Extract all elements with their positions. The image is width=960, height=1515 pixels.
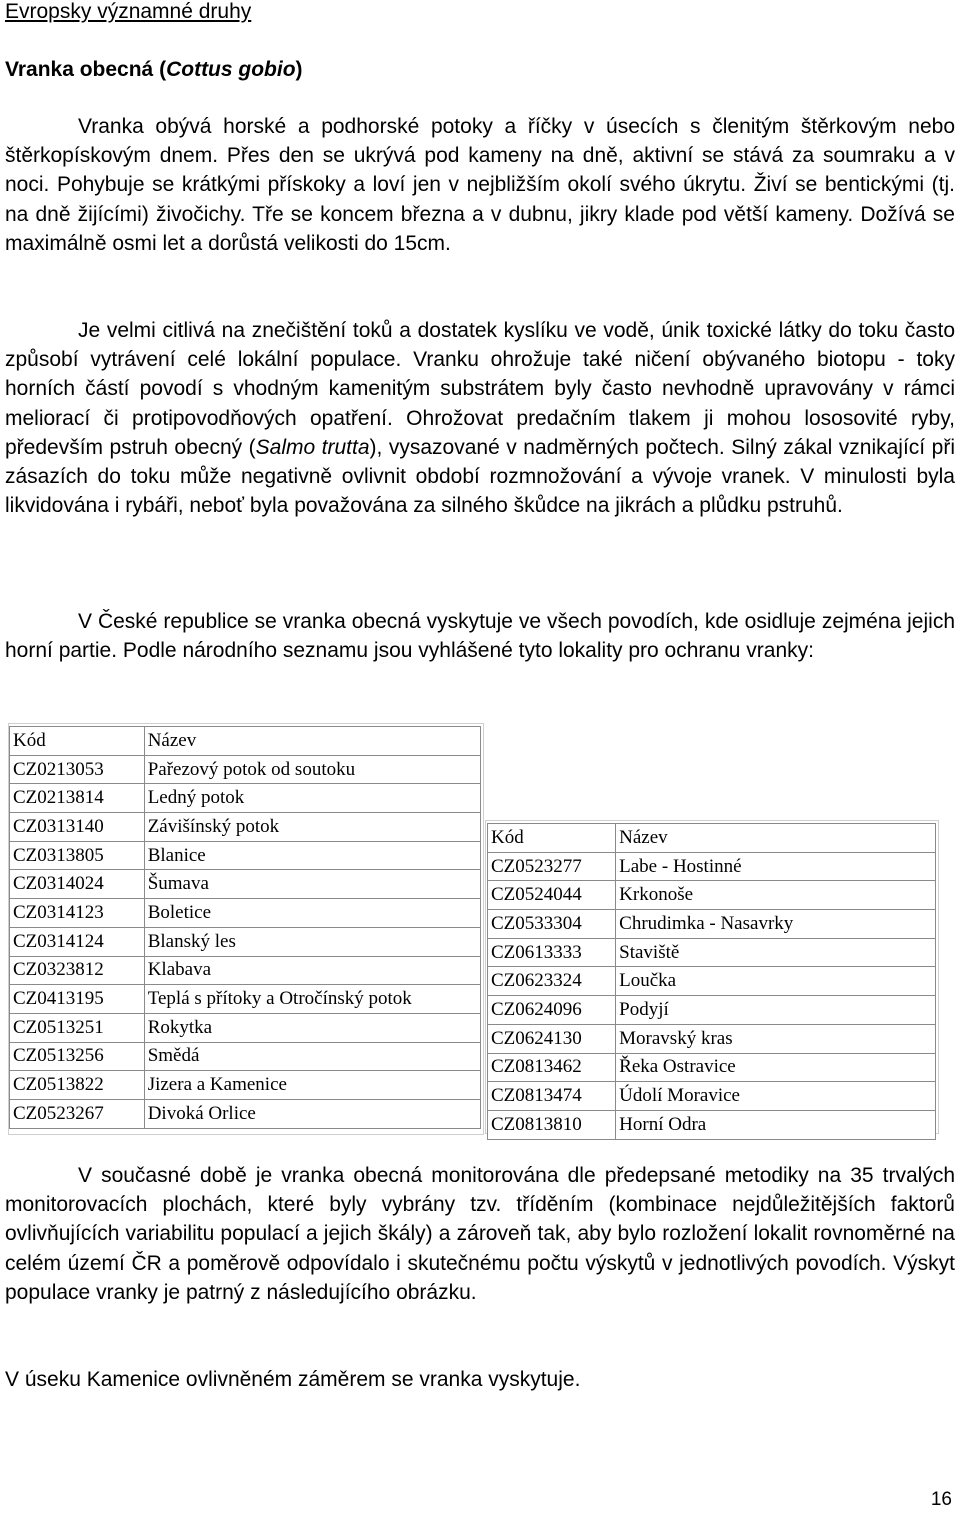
paragraph-threats-text-a: Je velmi citlivá na znečištění toků a dostatek kyslíku ve vodě, únik toxické látky do toku často způsobí vytrávení celé lokální populace. Vranku ohrožuje také ničení obývaného biotopu - toky horních částí povodí s vhodným kamenitým substrátem byly často nevhodně upravovány v rámci meliorací či protipovodňových opatření. Ohrožovat predačním tlakem ji mohou lososovité ryby, především pstruh obecný ( xyxy=(5,319,955,459)
site-code-cell: CZ0314124 xyxy=(10,927,145,956)
site-name-cell: Jizera a Kamenice xyxy=(144,1071,480,1100)
site-code-cell: CZ0613333 xyxy=(488,938,616,967)
site-code-cell: CZ0213053 xyxy=(10,755,145,784)
site-name-cell: Chrudimka - Nasavrky xyxy=(616,910,936,939)
site-code-cell: CZ0623324 xyxy=(488,967,616,996)
table-row xyxy=(488,881,936,910)
site-name-cell: Podyjí xyxy=(616,996,936,1025)
table-row xyxy=(10,1042,481,1071)
section-heading-link[interactable]: Evropsky významné druhy xyxy=(5,0,252,23)
site-name-cell: Horní Odra xyxy=(616,1110,936,1139)
page-number: 16 xyxy=(930,1489,952,1510)
site-code-cell: CZ0813810 xyxy=(488,1110,616,1139)
sites-table-left xyxy=(9,726,481,1129)
site-code-cell: CZ0624130 xyxy=(488,1024,616,1053)
site-code-cell: CZ0213814 xyxy=(10,784,145,813)
paragraph-kamenice-text: V úseku Kamenice ovlivněném záměrem se vranka vyskytuje. xyxy=(5,1368,581,1391)
site-code-cell: CZ0513251 xyxy=(10,1013,145,1042)
site-name-cell: Moravský kras xyxy=(616,1024,936,1053)
paragraph-threats xyxy=(5,316,955,520)
table-row xyxy=(488,1024,936,1053)
site-name-cell: Rokytka xyxy=(144,1013,480,1042)
table-row xyxy=(10,1013,481,1042)
sites-table-right xyxy=(487,823,936,1140)
table-row xyxy=(10,1071,481,1100)
paragraph-monitoring xyxy=(5,1161,955,1307)
table-row xyxy=(10,813,481,842)
site-code-cell: CZ0314024 xyxy=(10,870,145,899)
paragraph-monitoring-text: V současné době je vranka obecná monitorována dle předepsané metodiky na 35 trvalých monitorovacích plochách, které byly vybrány tzv. tříděním (kombinace nejdůležitějších faktorů ovlivňujících variabilitu populací a jejich škály) a zároveň tak, aby bylo rozložení lokalit rovnoměrné na celém území ČR a poměrově odpovídalo i skutečnému počtu výskytů v jednotlivých povodích. Výskyt populace vranky je patrný z následujícího obrázku. xyxy=(5,1164,955,1304)
table-header-row xyxy=(488,824,936,853)
paragraph-threats-latin: Salmo trutta xyxy=(255,435,370,459)
table-row xyxy=(10,899,481,928)
species-title-prefix: Vranka obecná ( xyxy=(5,58,167,81)
table-row xyxy=(10,841,481,870)
column-header-name: Název xyxy=(616,824,936,853)
table-row xyxy=(10,985,481,1014)
site-code-cell: CZ0513256 xyxy=(10,1042,145,1071)
column-header-code: Kód xyxy=(488,824,616,853)
species-title xyxy=(5,56,303,84)
table-row xyxy=(10,870,481,899)
site-code-cell: CZ0524044 xyxy=(488,881,616,910)
site-code-cell: CZ0624096 xyxy=(488,996,616,1025)
site-name-cell: Teplá s přítoky a Otročínský potok xyxy=(144,985,480,1014)
paragraph-description-text: Vranka obývá horské a podhorské potoky a říčky v úsecích s členitým štěrkovým nebo štěrkopískovým dnem. Přes den se ukrývá pod kameny na dně, aktivní se stává za soumraku a v noci. Pohybuje se krátkými přískoky a loví jen v nejbližším okolí svého úkrytu. Živí se bentickými (tj. na dně žijícími) živočichy. Tře se koncem března a v dubnu, jikry klade pod větší kameny. Dožívá se maximálně osmi let a dorůstá velikosti do 15cm. xyxy=(5,115,955,255)
paragraph-distribution xyxy=(5,607,955,665)
site-code-cell: CZ0523277 xyxy=(488,852,616,881)
table-row xyxy=(488,1110,936,1139)
site-name-cell: Řeka Ostravice xyxy=(616,1053,936,1082)
site-name-cell: Blanice xyxy=(144,841,480,870)
site-code-cell: CZ0313140 xyxy=(10,813,145,842)
table-row xyxy=(10,1099,481,1128)
site-name-cell: Závišínský potok xyxy=(144,813,480,842)
site-name-cell: Klabava xyxy=(144,956,480,985)
site-name-cell: Loučka xyxy=(616,967,936,996)
site-name-cell: Šumava xyxy=(144,870,480,899)
table-row xyxy=(10,927,481,956)
species-latin-name: Cottus gobio xyxy=(166,58,296,81)
site-code-cell: CZ0313805 xyxy=(10,841,145,870)
site-name-cell: Ledný potok xyxy=(144,784,480,813)
paragraph-distribution-text: V České republice se vranka obecná vyskytuje ve všech povodích, kde osidluje zejména jejich horní partie. Podle národního seznamu jsou vyhlášené tyto lokality pro ochranu vranky: xyxy=(5,610,955,663)
table-row xyxy=(488,910,936,939)
paragraph-threats-text-b: ), vysazované v nadměrných počtech. Silný zákal vznikající při zásazích do toku může negativně ovlivnit období rozmnožování a vývoje vranek. V minulosti byla likvidována i rybáři, neboť byla považována za silného škůdce na jikrách a plůdku pstruhů. xyxy=(5,435,955,518)
site-code-cell: CZ0813462 xyxy=(488,1053,616,1082)
site-name-cell: Staviště xyxy=(616,938,936,967)
paragraph-kamenice xyxy=(5,1365,955,1394)
table-row xyxy=(10,784,481,813)
site-name-cell: Boletice xyxy=(144,899,480,928)
site-code-cell: CZ0523267 xyxy=(10,1099,145,1128)
site-code-cell: CZ0513822 xyxy=(10,1071,145,1100)
species-title-suffix: ) xyxy=(295,58,303,81)
table-row xyxy=(488,1053,936,1082)
column-header-name: Název xyxy=(144,727,480,756)
table-row xyxy=(488,996,936,1025)
table-row xyxy=(488,967,936,996)
table-row xyxy=(488,1082,936,1111)
table-row xyxy=(10,956,481,985)
site-code-cell: CZ0533304 xyxy=(488,910,616,939)
column-header-code: Kód xyxy=(10,727,145,756)
site-code-cell: CZ0323812 xyxy=(10,956,145,985)
table-row xyxy=(488,938,936,967)
site-code-cell: CZ0314123 xyxy=(10,899,145,928)
site-name-cell: Labe - Hostinné xyxy=(616,852,936,881)
table-header-row xyxy=(10,727,481,756)
site-name-cell: Údolí Moravice xyxy=(616,1082,936,1111)
site-name-cell: Krkonoše xyxy=(616,881,936,910)
table-row xyxy=(488,852,936,881)
site-name-cell: Smědá xyxy=(144,1042,480,1071)
paragraph-description xyxy=(5,112,955,258)
site-name-cell: Blanský les xyxy=(144,927,480,956)
site-name-cell: Divoká Orlice xyxy=(144,1099,480,1128)
site-code-cell: CZ0813474 xyxy=(488,1082,616,1111)
site-name-cell: Pařezový potok od soutoku xyxy=(144,755,480,784)
site-code-cell: CZ0413195 xyxy=(10,985,145,1014)
table-row xyxy=(10,755,481,784)
